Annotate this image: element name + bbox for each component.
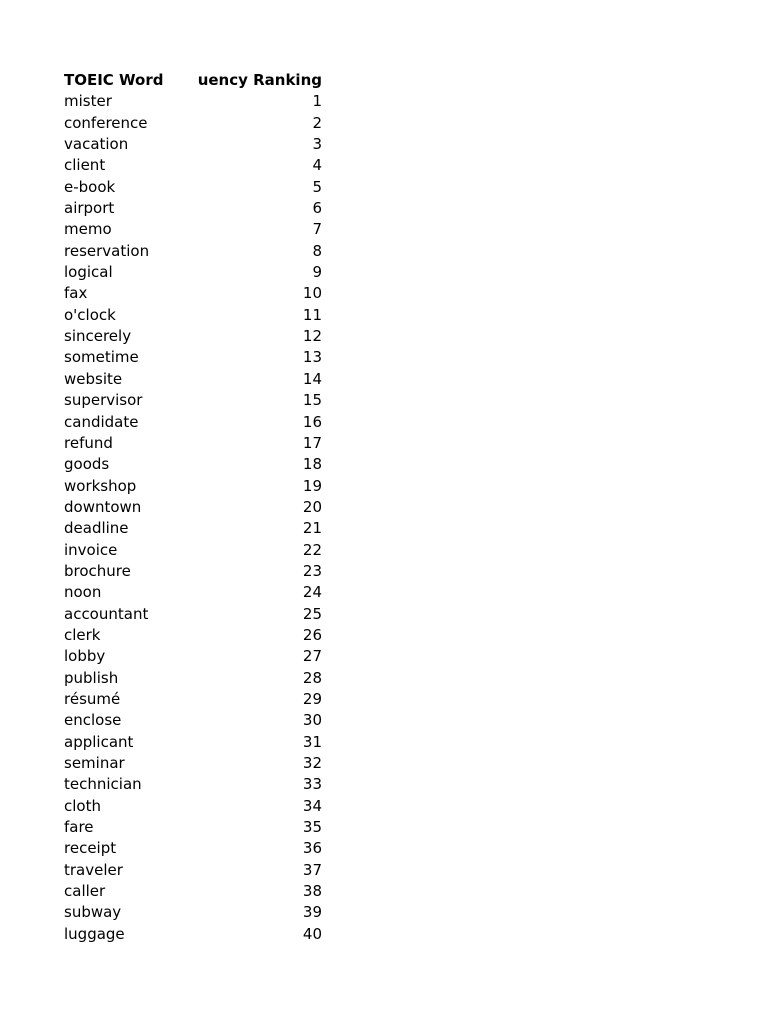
word-cell: o'clock	[64, 305, 116, 324]
table-row	[64, 646, 322, 667]
table-row	[64, 902, 322, 923]
rank-cell: 22	[302, 540, 322, 559]
word-cell: publish	[64, 668, 119, 687]
rank-cell: 35	[302, 818, 322, 837]
word-cell: logical	[64, 263, 113, 282]
table-row	[64, 262, 322, 283]
rank-cell: 8	[312, 241, 322, 260]
table-row	[64, 91, 322, 112]
word-cell: seminar	[64, 754, 125, 772]
rank-cell: 26	[302, 625, 322, 644]
rank-cell: 14	[302, 369, 322, 388]
word-ranking-table	[64, 70, 322, 945]
table-row	[64, 476, 322, 497]
table-row	[64, 817, 322, 838]
word-cell: airport	[64, 199, 115, 218]
word-cell: fax	[64, 284, 88, 303]
table-row	[64, 369, 322, 390]
rank-cell: 20	[302, 497, 322, 516]
word-cell: clerk	[64, 625, 101, 644]
table-row	[64, 796, 322, 817]
table-row	[64, 497, 322, 518]
table-row	[64, 732, 322, 753]
word-cell: supervisor	[64, 391, 143, 410]
word-cell: invoice	[64, 540, 118, 559]
rank-cell: 25	[302, 604, 322, 623]
table-row	[64, 241, 322, 262]
table-header-row	[64, 70, 322, 91]
table-row	[64, 283, 322, 304]
word-cell: sometime	[64, 348, 139, 367]
word-cell: mister	[64, 92, 112, 111]
rank-cell: 32	[302, 754, 322, 772]
word-cell: refund	[64, 433, 113, 452]
table-row	[64, 454, 322, 475]
table-row	[64, 412, 322, 433]
word-cell: lobby	[64, 647, 106, 666]
word-cell: caller	[64, 882, 106, 901]
table-row	[64, 625, 322, 646]
word-cell: conference	[64, 113, 148, 132]
table-row	[64, 860, 322, 881]
rank-cell: 5	[312, 177, 322, 196]
table-row	[64, 710, 322, 731]
table-row	[64, 113, 322, 134]
table-row	[64, 155, 322, 176]
rank-cell: 15	[302, 391, 322, 410]
word-cell: cloth	[64, 796, 101, 815]
table-row	[64, 305, 322, 326]
rank-cell: 9	[312, 263, 322, 282]
rank-cell: 38	[302, 882, 322, 901]
rank-cell: 36	[302, 839, 322, 858]
rank-cell: 1	[312, 92, 322, 111]
rank-cell: 17	[302, 433, 322, 452]
rank-cell: 31	[302, 732, 322, 751]
rank-cell: 13	[302, 348, 322, 367]
rank-cell: 24	[302, 583, 322, 602]
rank-cell: 16	[302, 412, 322, 431]
table-row	[64, 326, 322, 347]
word-cell: vacation	[64, 135, 129, 154]
rank-cell: 27	[302, 647, 322, 666]
word-cell: goods	[64, 455, 110, 474]
rank-cell: 6	[312, 199, 322, 218]
word-cell: enclose	[64, 711, 122, 730]
table-row	[64, 561, 322, 582]
word-cell: luggage	[64, 924, 125, 943]
word-cell: e-book	[64, 177, 116, 196]
rank-cell: 29	[302, 689, 322, 708]
table-row	[64, 881, 322, 902]
table-row	[64, 198, 322, 219]
rank-cell: 39	[302, 903, 322, 922]
header-frequency-ranking-text: uency Ranking	[197, 71, 322, 89]
rank-cell: 10	[302, 284, 322, 303]
word-cell: noon	[64, 583, 102, 602]
word-cell: fare	[64, 818, 94, 837]
rank-cell: 3	[312, 135, 322, 154]
rank-cell: 28	[302, 668, 322, 687]
table-row	[64, 668, 322, 689]
rank-cell: 2	[312, 113, 322, 132]
rank-cell: 30	[302, 711, 322, 730]
rank-cell: 40	[302, 924, 322, 943]
rank-cell: 37	[302, 860, 322, 879]
word-cell: candidate	[64, 412, 139, 431]
table-row	[64, 604, 322, 625]
table-row	[64, 924, 322, 945]
word-cell: applicant	[64, 732, 134, 751]
table-row	[64, 518, 322, 539]
rank-cell: 33	[302, 775, 322, 794]
word-cell: reservation	[64, 241, 150, 260]
header-frequency-ranking	[192, 70, 322, 91]
rank-cell: 18	[302, 455, 322, 474]
word-cell: memo	[64, 220, 112, 239]
word-cell: résumé	[64, 689, 121, 708]
table-row	[64, 582, 322, 603]
rank-cell: 4	[312, 156, 322, 175]
word-cell: traveler	[64, 860, 123, 879]
word-cell: accountant	[64, 604, 149, 623]
rank-cell: 11	[302, 305, 322, 324]
rank-cell: 21	[302, 519, 322, 538]
word-cell: client	[64, 156, 106, 175]
table-row	[64, 177, 322, 198]
rank-cell: 7	[312, 220, 322, 239]
word-cell: workshop	[64, 476, 137, 495]
word-cell: technician	[64, 775, 142, 794]
word-cell: receipt	[64, 839, 117, 858]
word-cell: deadline	[64, 519, 129, 538]
table-body	[64, 91, 322, 945]
table-row	[64, 433, 322, 454]
rank-cell: 19	[302, 476, 322, 495]
word-cell: website	[64, 369, 123, 388]
word-cell: brochure	[64, 561, 131, 580]
rank-cell: 34	[302, 796, 322, 815]
rank-cell: 23	[302, 561, 322, 580]
table-row	[64, 134, 322, 155]
word-cell: subway	[64, 903, 122, 922]
table-row	[64, 219, 322, 240]
header-toeic-word: TOEIC Word	[64, 71, 164, 89]
word-cell: downtown	[64, 497, 142, 516]
table-row	[64, 753, 322, 774]
table-row	[64, 774, 322, 795]
word-cell: sincerely	[64, 327, 132, 346]
table-row	[64, 347, 322, 368]
table-row	[64, 689, 322, 710]
rank-cell: 12	[302, 327, 322, 346]
table-row	[64, 838, 322, 859]
table-row	[64, 390, 322, 411]
table-row	[64, 540, 322, 561]
